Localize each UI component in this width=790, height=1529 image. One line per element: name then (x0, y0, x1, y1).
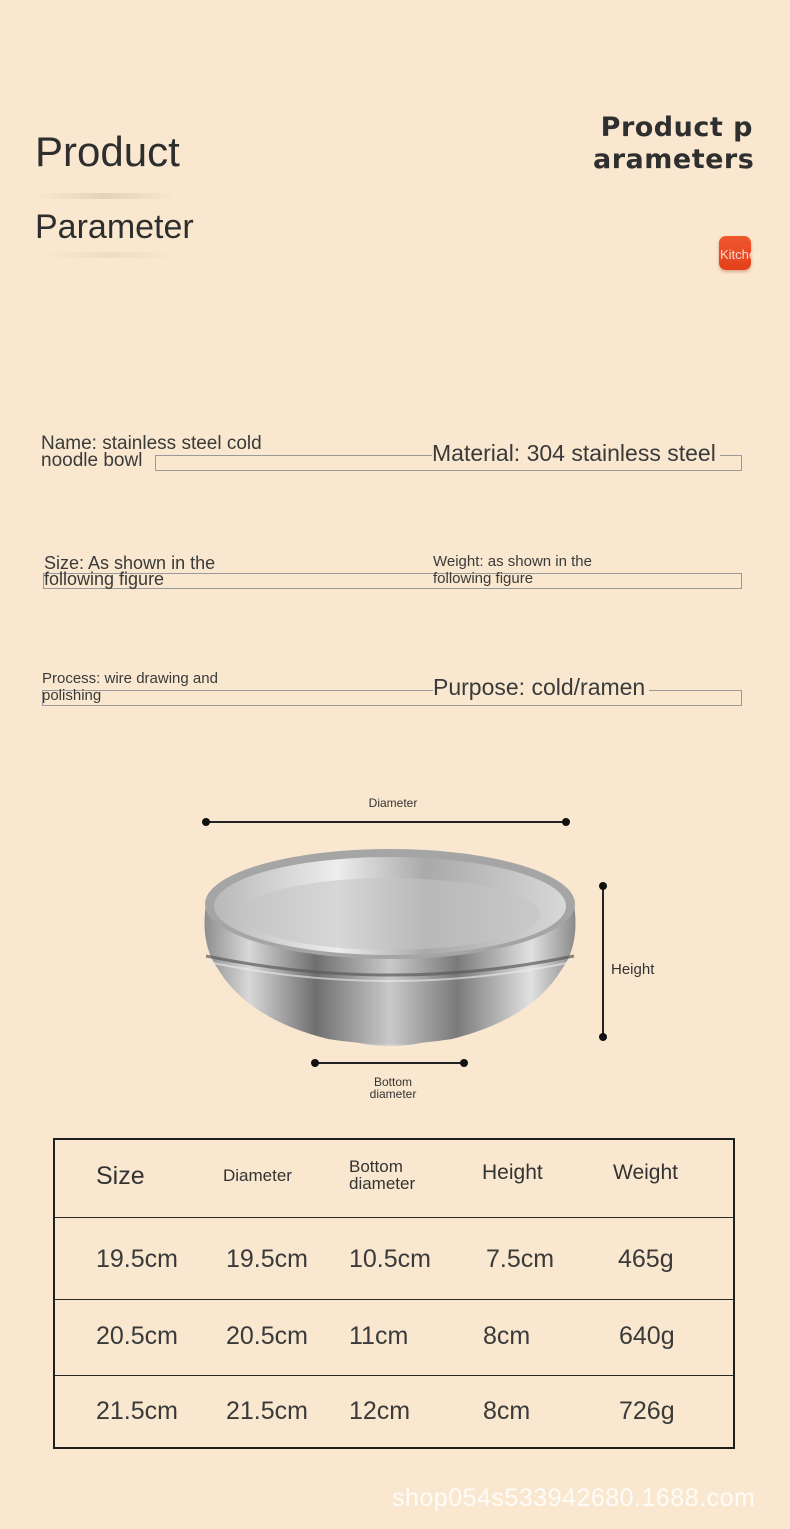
param-name (41, 435, 262, 469)
height-line (602, 886, 604, 1037)
table-cell: 8cm (483, 1322, 531, 1350)
bottom-end-left (311, 1059, 319, 1067)
table-cell: 20.5cm (96, 1322, 178, 1350)
table-header-bottom-diameter: Bottom diameter (349, 1157, 416, 1193)
table-cell: 10.5cm (349, 1245, 431, 1273)
page-title: Product (35, 128, 180, 175)
bottom-end-right (460, 1059, 468, 1067)
table-header-size: Size (96, 1162, 145, 1190)
param-size (44, 555, 215, 587)
page-subtitle: Parameter (35, 208, 194, 246)
section-title-line1: Product p (600, 112, 753, 143)
table-cell: 8cm (483, 1397, 531, 1425)
steel-bowl-image (198, 844, 582, 1054)
table-cell: 11cm (349, 1322, 409, 1350)
bottom-diameter-label (343, 1076, 443, 1100)
table-divider (55, 1299, 733, 1300)
param-name-line2: noodle bowl (41, 450, 143, 471)
kitchen-badge-label: Kitchen (720, 247, 764, 262)
param-process (42, 670, 218, 704)
table-cell: 21.5cm (226, 1397, 308, 1425)
bottom-diameter-line (315, 1062, 464, 1064)
table-cell: 640g (619, 1322, 675, 1350)
diameter-end-right (562, 818, 570, 826)
height-end-top (599, 882, 607, 890)
table-header-weight: Weight (613, 1161, 678, 1184)
param-process-line2: polishing (42, 687, 102, 704)
table-cell: 12cm (349, 1397, 411, 1425)
diameter-line (205, 821, 566, 823)
param-purpose: Purpose: cold/ramen (433, 675, 649, 699)
param-material: Material: 304 stainless steel (432, 441, 720, 465)
height-end-bottom (599, 1033, 607, 1041)
param-weight-line1: Weight: as shown in the (433, 553, 592, 570)
section-title (593, 112, 753, 176)
diameter-label: Diameter (368, 796, 418, 810)
table-header-diameter: Diameter (223, 1166, 292, 1185)
table-cell: 21.5cm (96, 1397, 178, 1425)
height-label: Height (611, 961, 655, 978)
table-cell: 726g (619, 1397, 675, 1425)
decorative-smudge (36, 193, 176, 199)
section-title-line2: arameters (593, 144, 755, 175)
decorative-smudge (40, 252, 180, 258)
watermark: shop054s533942680.1688.com (392, 1484, 756, 1512)
param-weight (433, 553, 592, 587)
table-cell: 19.5cm (226, 1245, 308, 1273)
table-cell: 20.5cm (226, 1322, 308, 1350)
bottom-diameter-label-line1: Bottom (373, 1075, 412, 1089)
table-cell: 7.5cm (486, 1245, 555, 1273)
param-size-line1: Size: As shown in the (44, 553, 216, 573)
diameter-end-left (202, 818, 210, 826)
table-cell: 465g (618, 1245, 674, 1273)
table-header-height: Height (482, 1161, 543, 1184)
param-size-line2: following figure (44, 569, 165, 589)
param-name-line1: Name: stainless steel cold (41, 433, 262, 454)
size-table (53, 1138, 735, 1449)
param-process-line1: Process: wire drawing and (42, 670, 218, 687)
table-divider (55, 1375, 733, 1376)
table-divider (55, 1217, 733, 1218)
bottom-diameter-label-line2: diameter (369, 1087, 417, 1101)
param-weight-line2: following figure (433, 570, 534, 587)
table-cell: 19.5cm (96, 1245, 178, 1273)
